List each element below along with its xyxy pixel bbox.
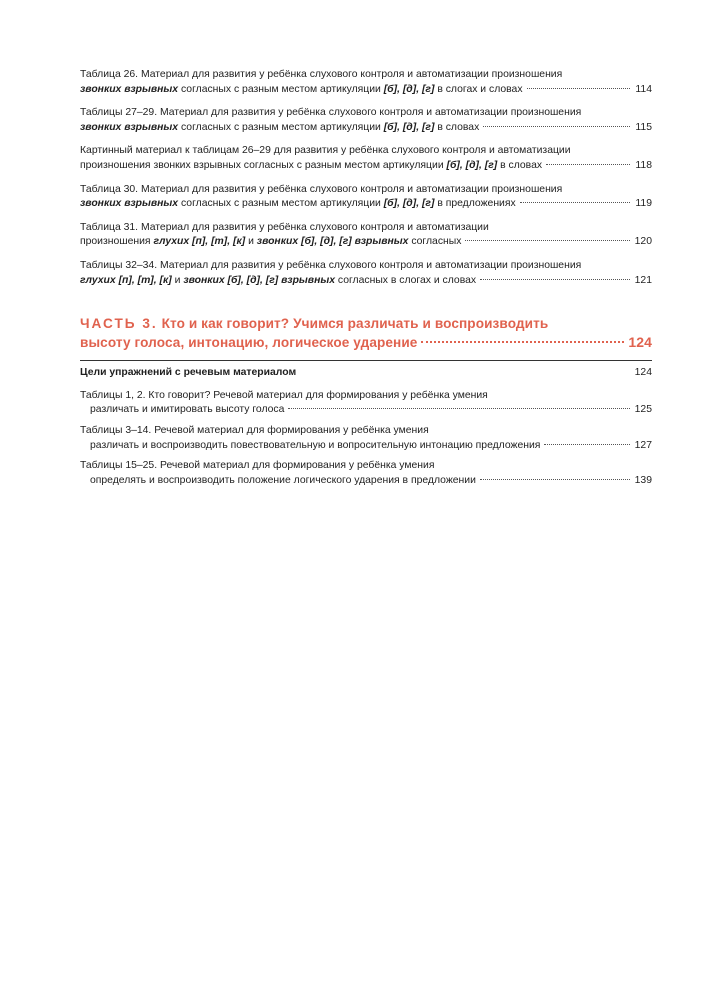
toc-entry-t32[interactable]	[80, 259, 652, 288]
page-number: 121	[634, 274, 652, 286]
dot-leader	[527, 88, 630, 89]
dot-leader	[480, 279, 630, 280]
toc-entry-text	[80, 274, 476, 289]
emphasis-text: глухих [п], [т], [к]	[153, 236, 246, 248]
emphasis-text: [б], [д], [г]	[383, 121, 435, 133]
toc-entry-line2	[80, 121, 652, 136]
toc-entry-line1: Таблица 30. Материал для развития у ребёнка слухового контроля и автоматизации произношения	[80, 183, 563, 195]
toc-entry-t30[interactable]	[80, 183, 652, 212]
toc-entry-line2	[80, 439, 652, 454]
emphasis-text: [б], [д], [г]	[446, 159, 498, 171]
toc-entry-line2	[80, 474, 652, 489]
toc-entry-line1: Картинный материал к таблицам 26–29 для развития у ребёнка слухового контроля и автоматизации	[80, 145, 571, 157]
plain-text: согласных с разным местом артикуляции	[178, 83, 384, 95]
plain-text: согласных с разным местом артикуляции	[178, 198, 384, 210]
emphasis-text: [б], [д], [г]	[383, 83, 435, 95]
toc-entry-t31[interactable]	[80, 221, 652, 250]
toc-entry-goals[interactable]	[80, 366, 652, 381]
toc-entry-text	[80, 159, 542, 174]
table-of-contents	[80, 68, 652, 494]
dot-leader	[421, 341, 624, 343]
toc-entry-text	[80, 474, 476, 489]
emphasis-text: звонких взрывных	[80, 121, 179, 133]
plain-text: произношения звонких взрывных согласных с разным местом артикуляции	[80, 159, 447, 171]
part-3-heading[interactable]	[80, 314, 652, 352]
toc-entry-line1: Таблицы 32–34. Материал для развития у ребёнка слухового контроля и автоматизации произношения	[80, 259, 582, 271]
plain-text: определять и воспроизводить положение логического ударения в предложении	[90, 474, 476, 486]
toc-section-part2-end	[80, 68, 652, 288]
page-number: 125	[634, 404, 652, 416]
toc-entry-text	[80, 235, 461, 250]
toc-entry-line2	[80, 197, 652, 212]
dot-leader	[546, 164, 630, 165]
toc-entry-t26[interactable]	[80, 68, 652, 97]
plain-text: в словах	[434, 121, 480, 133]
toc-entry-t27[interactable]	[80, 106, 652, 135]
part-3-page-number: 124	[628, 334, 652, 351]
emphasis-text: звонких взрывных	[80, 198, 179, 210]
plain-text: произношения	[80, 236, 154, 248]
toc-entry-text	[80, 403, 284, 418]
dot-leader	[288, 408, 630, 409]
dot-leader	[520, 202, 630, 203]
dot-leader	[544, 444, 630, 445]
toc-entry-line1: Таблица 26. Материал для развития у ребёнка слухового контроля и автоматизации произношения	[80, 69, 563, 80]
section-divider	[80, 360, 652, 361]
page-number: 114	[635, 83, 652, 95]
toc-entry-line2	[80, 235, 652, 250]
toc-entry-line1: Таблицы 3–14. Речевой материал для формирования у ребёнка умения	[80, 424, 429, 436]
plain-text: различать и воспроизводить повествовательную и вопросительную интонацию предложения	[90, 439, 541, 451]
emphasis-text: звонких [б], [д], [г] взрывных	[256, 236, 409, 248]
part-3-title-line1: Кто и как говорит? Учимся различать и воспроизводить	[161, 316, 549, 332]
emphasis-text: звонких [б], [д], [г] взрывных	[183, 274, 335, 286]
emphasis-text: [б], [д], [г]	[383, 198, 435, 210]
toc-entry-line2	[80, 83, 652, 98]
toc-entry-line1: Таблицы 1, 2. Кто говорит? Речевой материал для формирования у ребёнка умения	[80, 389, 488, 401]
plain-text: различать и имитировать высоту голоса	[90, 404, 285, 416]
toc-entry-line1: Таблицы 27–29. Материал для развития у ребёнка слухового контроля и автоматизации произношения	[80, 107, 582, 119]
toc-entry-line1: Таблицы 15–25. Речевой материал для формирования у ребёнка умения	[80, 460, 435, 472]
page-number: 120	[634, 236, 652, 248]
dot-leader	[465, 240, 630, 241]
goals-title: Цели упражнений с речевым материалом	[80, 367, 297, 379]
page-number: 115	[635, 121, 652, 133]
page-number: 127	[634, 439, 652, 451]
page-number: 119	[635, 198, 652, 210]
toc-entry-text	[80, 83, 523, 98]
plain-text: согласных с разным местом артикуляции	[178, 121, 384, 133]
toc-entry-line2	[80, 403, 652, 418]
toc-entry-t15[interactable]	[80, 459, 652, 488]
plain-text: в словах	[497, 159, 543, 171]
goals-page-number: 124	[634, 367, 652, 379]
toc-entry-line1: Таблица 31. Материал для развития у ребёнка слухового контроля и автоматизации	[80, 221, 489, 233]
dot-leader	[480, 479, 630, 480]
emphasis-text: звонких взрывных	[80, 83, 179, 95]
emphasis-text: глухих [п], [т], [к]	[80, 274, 172, 286]
part-3-label: ЧАСТЬ 3.	[80, 316, 158, 332]
page-number: 118	[635, 159, 652, 171]
toc-entry-text	[80, 121, 479, 136]
dot-leader	[483, 126, 630, 127]
toc-entry-text	[80, 439, 540, 454]
toc-entry-t3[interactable]	[80, 424, 652, 453]
toc-entry-t1[interactable]	[80, 389, 652, 418]
toc-entry-line2	[80, 274, 652, 289]
plain-text: и	[245, 236, 257, 248]
part-3-title-line2: высоту голоса, интонацию, логическое ударение	[80, 335, 418, 351]
toc-section-part3	[80, 389, 652, 489]
toc-entry-text	[80, 197, 516, 212]
plain-text: согласных в слогах и словах	[335, 274, 477, 286]
plain-text: и	[171, 274, 184, 286]
plain-text: в предложениях	[434, 198, 516, 210]
plain-text: согласных	[408, 236, 462, 248]
toc-entry-line2	[80, 159, 652, 174]
toc-entry-pic[interactable]	[80, 144, 652, 173]
plain-text: в слогах и словах	[434, 83, 523, 95]
page-number: 139	[634, 474, 652, 486]
